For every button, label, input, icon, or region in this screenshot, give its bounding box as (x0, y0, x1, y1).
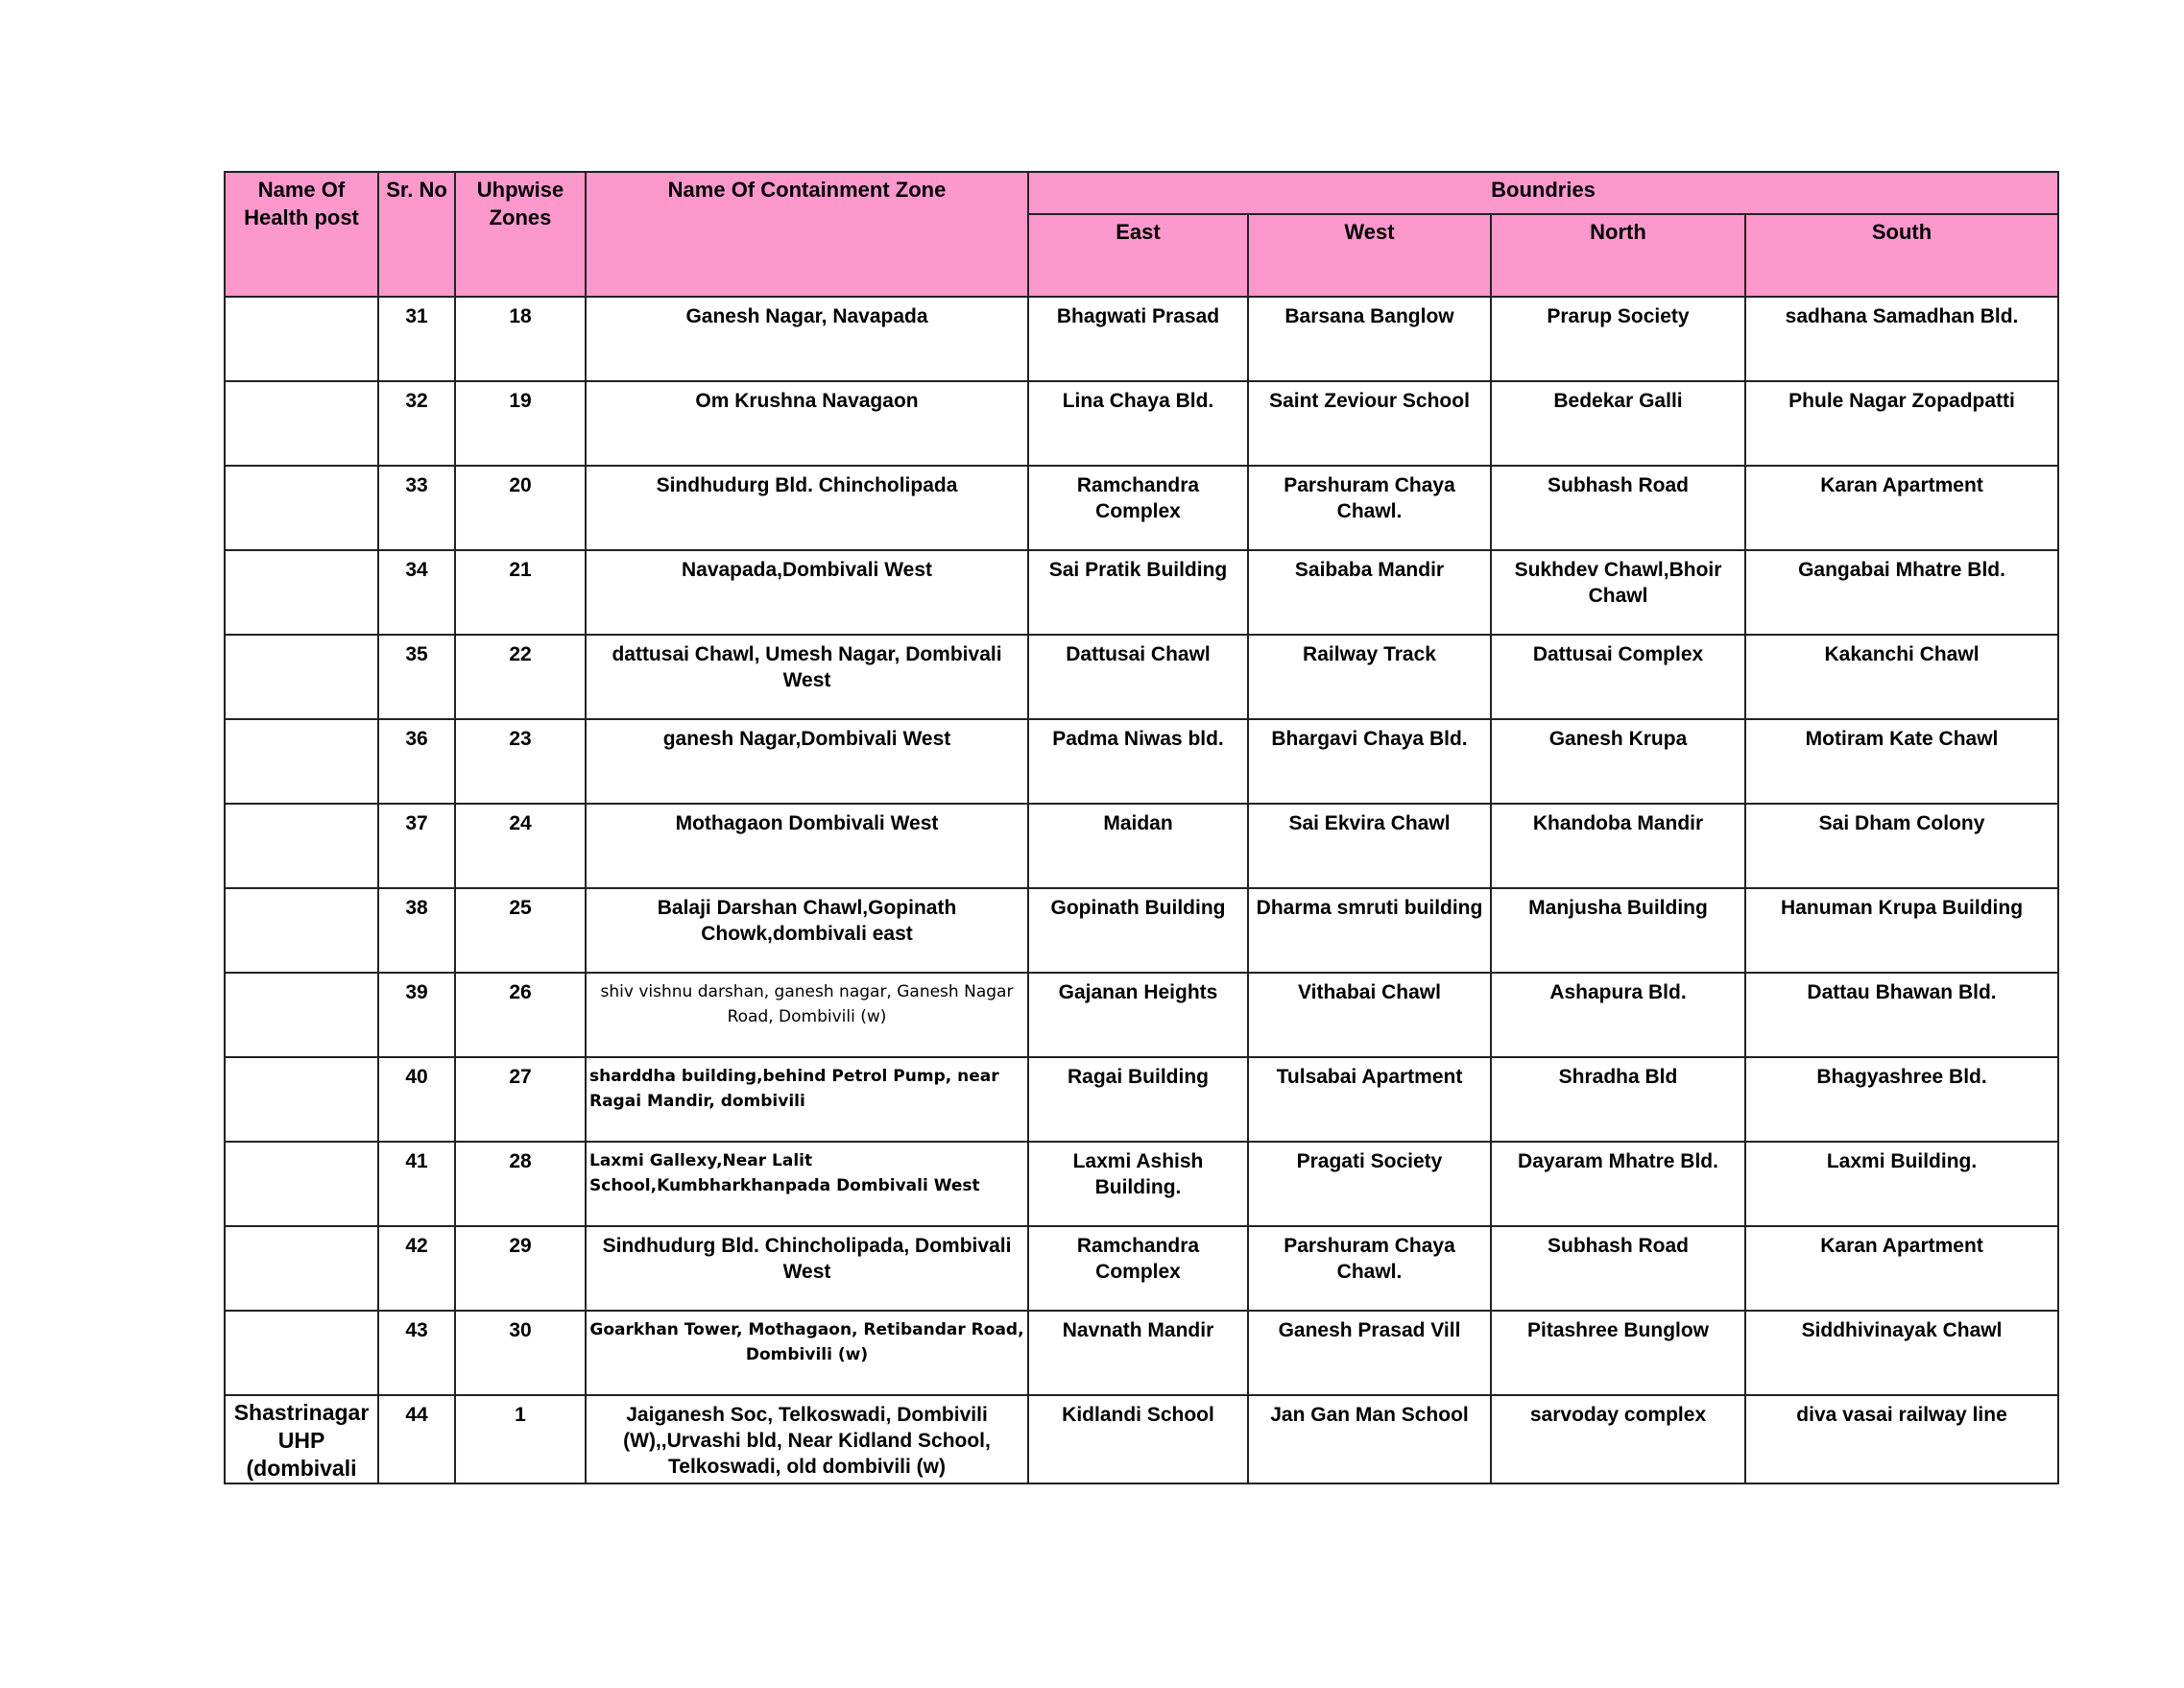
cell-south: Karan Apartment (1745, 1226, 2058, 1311)
cell-zone: 19 (455, 381, 586, 466)
cell-west: Dharma smruti building (1248, 888, 1491, 973)
cell-west: Saibaba Mandir (1248, 550, 1491, 635)
cell-west: Saint Zeviour School (1248, 381, 1491, 466)
cell-containment-zone: Jaiganesh Soc, Telkoswadi, Dombivili (W),,Urvashi bld, Near Kidland School, Telkoswadi, old dombivili (w) (586, 1395, 1028, 1483)
cell-sr-no: 36 (378, 719, 455, 804)
cell-east: Dattusai Chawl (1028, 635, 1248, 719)
header-boundries: Boundries (1028, 172, 2058, 214)
cell-sr-no: 37 (378, 804, 455, 888)
cell-containment-zone: Balaji Darshan Chawl,Gopinath Chowk,dombivali east (586, 888, 1028, 973)
cell-health-post (225, 1311, 378, 1395)
cell-sr-no: 44 (378, 1395, 455, 1483)
cell-sr-no: 42 (378, 1226, 455, 1311)
cell-east: Padma Niwas bld. (1028, 719, 1248, 804)
cell-containment-zone: Sindhudurg Bld. Chincholipada, Dombivali West (586, 1226, 1028, 1311)
cell-east: Ramchandra Complex (1028, 466, 1248, 550)
header-south: South (1745, 214, 2058, 297)
cell-east: Gopinath Building (1028, 888, 1248, 973)
cell-south: Siddhivinayak Chawl (1745, 1311, 2058, 1395)
cell-zone: 30 (455, 1311, 586, 1395)
cell-zone: 18 (455, 297, 586, 381)
cell-zone: 28 (455, 1142, 586, 1226)
cell-north: Ashapura Bld. (1491, 973, 1745, 1057)
cell-containment-zone: Laxmi Gallexy,Near Lalit School,Kumbharkhanpada Dombivali West (586, 1142, 1028, 1226)
cell-sr-no: 38 (378, 888, 455, 973)
cell-east: Maidan (1028, 804, 1248, 888)
cell-south: Laxmi Building. (1745, 1142, 2058, 1226)
table-row (225, 1311, 2058, 1395)
cell-zone: 24 (455, 804, 586, 888)
cell-east: Navnath Mandir (1028, 1311, 1248, 1395)
cell-north: sarvoday complex (1491, 1395, 1745, 1483)
cell-north: Subhash Road (1491, 1226, 1745, 1311)
cell-health-post (225, 550, 378, 635)
header-east: East (1028, 214, 1248, 297)
cell-health-post (225, 635, 378, 719)
cell-health-post (225, 1057, 378, 1142)
cell-east: Laxmi Ashish Building. (1028, 1142, 1248, 1226)
cell-west: Sai Ekvira Chawl (1248, 804, 1491, 888)
cell-containment-zone: dattusai Chawl, Umesh Nagar, Dombivali West (586, 635, 1028, 719)
cell-containment-zone: ganesh Nagar,Dombivali West (586, 719, 1028, 804)
cell-west: Parshuram Chaya Chawl. (1248, 466, 1491, 550)
cell-north: Dattusai Complex (1491, 635, 1745, 719)
table-row (225, 466, 2058, 550)
header-health-post: Name Of Health post (225, 172, 378, 297)
cell-zone: 29 (455, 1226, 586, 1311)
cell-west: Tulsabai Apartment (1248, 1057, 1491, 1142)
header-sr-no: Sr. No (378, 172, 455, 297)
cell-health-post (225, 973, 378, 1057)
cell-east: Bhagwati Prasad (1028, 297, 1248, 381)
cell-north: Pitashree Bunglow (1491, 1311, 1745, 1395)
cell-east: Ragai Building (1028, 1057, 1248, 1142)
cell-west: Parshuram Chaya Chawl. (1248, 1226, 1491, 1311)
cell-zone: 27 (455, 1057, 586, 1142)
cell-east: Lina Chaya Bld. (1028, 381, 1248, 466)
cell-east: Gajanan Heights (1028, 973, 1248, 1057)
cell-north: Shradha Bld (1491, 1057, 1745, 1142)
cell-south: Karan Apartment (1745, 466, 2058, 550)
table-row (225, 719, 2058, 804)
table-row (225, 297, 2058, 381)
cell-health-post (225, 888, 378, 973)
cell-containment-zone: Mothagaon Dombivali West (586, 804, 1028, 888)
cell-north: Subhash Road (1491, 466, 1745, 550)
cell-south: Motiram Kate Chawl (1745, 719, 2058, 804)
header-west: West (1248, 214, 1491, 297)
header-containment-zone: Name Of Containment Zone (586, 172, 1028, 297)
cell-zone: 1 (455, 1395, 586, 1483)
cell-containment-zone: shiv vishnu darshan, ganesh nagar, Ganesh Nagar Road, Dombivili (w) (586, 973, 1028, 1057)
cell-health-post (225, 381, 378, 466)
cell-zone: 25 (455, 888, 586, 973)
cell-east: Sai Pratik Building (1028, 550, 1248, 635)
cell-west: Barsana Banglow (1248, 297, 1491, 381)
cell-west: Vithabai Chawl (1248, 973, 1491, 1057)
cell-north: Bedekar Galli (1491, 381, 1745, 466)
cell-south: Phule Nagar Zopadpatti (1745, 381, 2058, 466)
cell-health-post (225, 297, 378, 381)
cell-health-post (225, 1226, 378, 1311)
cell-sr-no: 34 (378, 550, 455, 635)
cell-health-post (225, 466, 378, 550)
cell-containment-zone: Goarkhan Tower, Mothagaon, Retibandar Road, Dombivili (w) (586, 1311, 1028, 1395)
table-row (225, 1142, 2058, 1226)
cell-east: Ramchandra Complex (1028, 1226, 1248, 1311)
cell-south: Gangabai Mhatre Bld. (1745, 550, 2058, 635)
cell-north: Khandoba Mandir (1491, 804, 1745, 888)
cell-sr-no: 31 (378, 297, 455, 381)
cell-south: Kakanchi Chawl (1745, 635, 2058, 719)
cell-north: Prarup Society (1491, 297, 1745, 381)
cell-health-post: Shastrinagar UHP (dombivali (225, 1395, 378, 1483)
table-row (225, 804, 2058, 888)
cell-west: Pragati Society (1248, 1142, 1491, 1226)
table-row (225, 550, 2058, 635)
cell-north: Dayaram Mhatre Bld. (1491, 1142, 1745, 1226)
cell-south: Hanuman Krupa Building (1745, 888, 2058, 973)
cell-north: Manjusha Building (1491, 888, 1745, 973)
cell-containment-zone: Sindhudurg Bld. Chincholipada (586, 466, 1028, 550)
cell-north: Sukhdev Chawl,Bhoir Chawl (1491, 550, 1745, 635)
cell-containment-zone: Om Krushna Navagaon (586, 381, 1028, 466)
cell-south: Sai Dham Colony (1745, 804, 2058, 888)
cell-health-post (225, 719, 378, 804)
cell-south: Bhagyashree Bld. (1745, 1057, 2058, 1142)
cell-west: Jan Gan Man School (1248, 1395, 1491, 1483)
cell-south: sadhana Samadhan Bld. (1745, 297, 2058, 381)
cell-north: Ganesh Krupa (1491, 719, 1745, 804)
cell-containment-zone: Ganesh Nagar, Navapada (586, 297, 1028, 381)
cell-sr-no: 41 (378, 1142, 455, 1226)
cell-west: Railway Track (1248, 635, 1491, 719)
table-row (225, 888, 2058, 973)
cell-sr-no: 39 (378, 973, 455, 1057)
cell-zone: 21 (455, 550, 586, 635)
header-zones: Uhpwise Zones (455, 172, 586, 297)
table-row (225, 1057, 2058, 1142)
cell-sr-no: 40 (378, 1057, 455, 1142)
cell-health-post (225, 804, 378, 888)
cell-west: Bhargavi Chaya Bld. (1248, 719, 1491, 804)
containment-zone-table (224, 171, 2059, 1484)
table-row (225, 635, 2058, 719)
cell-west: Ganesh Prasad Vill (1248, 1311, 1491, 1395)
cell-zone: 20 (455, 466, 586, 550)
cell-zone: 23 (455, 719, 586, 804)
table-row (225, 1395, 2058, 1483)
cell-south: Dattau Bhawan Bld. (1745, 973, 2058, 1057)
cell-sr-no: 43 (378, 1311, 455, 1395)
table-row (225, 381, 2058, 466)
cell-sr-no: 35 (378, 635, 455, 719)
cell-sr-no: 32 (378, 381, 455, 466)
cell-health-post (225, 1142, 378, 1226)
cell-zone: 22 (455, 635, 586, 719)
cell-containment-zone: sharddha building,behind Petrol Pump, near Ragai Mandir, dombivili (586, 1057, 1028, 1142)
cell-zone: 26 (455, 973, 586, 1057)
cell-sr-no: 33 (378, 466, 455, 550)
cell-containment-zone: Navapada,Dombivali West (586, 550, 1028, 635)
table-row (225, 1226, 2058, 1311)
cell-south: diva vasai railway line (1745, 1395, 2058, 1483)
header-north: North (1491, 214, 1745, 297)
cell-east: Kidlandi School (1028, 1395, 1248, 1483)
table-row (225, 973, 2058, 1057)
